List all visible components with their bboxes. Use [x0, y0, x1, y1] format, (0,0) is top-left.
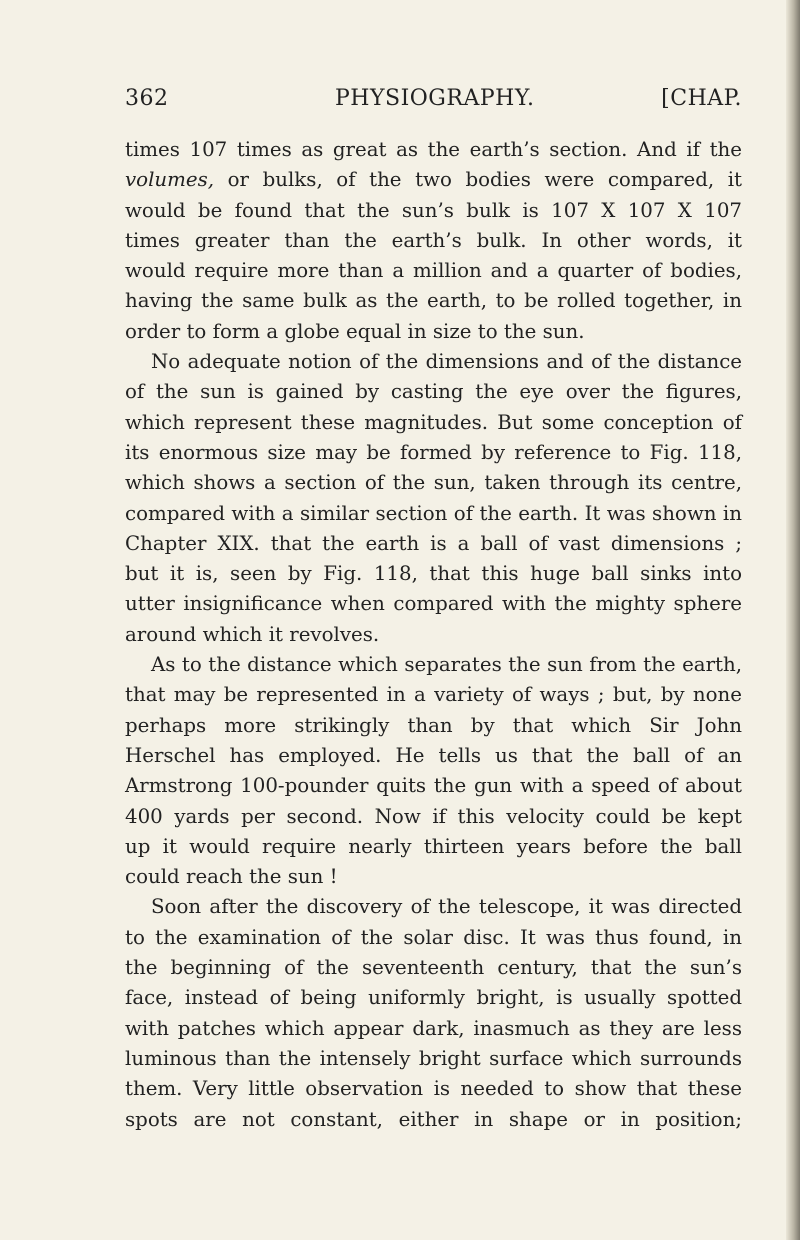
text-line: times greater than the earth’s bulk. In other words, it: [125, 228, 742, 252]
text-line: face, instead of being uniformly bright, is usually spotted: [125, 986, 742, 1010]
text-line: times 107 times as great as the earth’s section. And if the: [125, 138, 742, 161]
text-line: to the examination of the solar disc. It was thus found, in: [125, 925, 742, 949]
running-title: PHYSIOGRAPHY.: [335, 86, 535, 111]
text-line: utter insignificance when compared with the mighty sphere: [125, 592, 742, 616]
text-line: As to the distance which separates the sun from the earth,: [151, 653, 742, 677]
text-segment: or bulks, of the two bodies were compared, it: [214, 168, 742, 192]
text-line: could reach the sun !: [125, 865, 338, 889]
text-line: order to form a globe equal in size to the sun.: [125, 319, 585, 343]
running-header: [125, 86, 742, 116]
text-line: but it is, seen by Fig. 118, that this huge ball sinks into: [125, 562, 742, 586]
text-line: Soon after the discovery of the telescope, it was directed: [151, 895, 742, 919]
text-line: Armstrong 100-pounder quits the gun with a speed of about: [125, 774, 742, 798]
text-line: that may be represented in a variety of ways ; but, by none: [125, 683, 742, 707]
text-line: would be found that the sun’s bulk is 107 X 107 X 107: [125, 198, 742, 222]
text-line: which represent these magnitudes. But some conception of: [125, 410, 742, 434]
text-line: which shows a section of the sun, taken through its centre,: [125, 471, 742, 495]
text-line: Chapter XIX. that the earth is a ball of vast dimensions ;: [125, 531, 742, 555]
page-edge-shadow: [786, 0, 800, 1240]
text-line: perhaps more strikingly than by that which Sir John: [125, 713, 742, 737]
text-line: around which it revolves.: [125, 622, 380, 646]
text-line: Herschel has employed. He tells us that the ball of an: [125, 743, 742, 767]
chapter-label: [CHAP.: [661, 86, 742, 111]
body-text: [125, 135, 742, 1135]
text-line: having the same bulk as the earth, to be rolled together, in: [125, 289, 742, 313]
text-line: up it would require nearly thirteen years before the ball: [125, 834, 742, 858]
text-line: of the sun is gained by casting the eye over the figures,: [125, 380, 742, 404]
text-line: spots are not constant, either in shape or in position;: [125, 1107, 742, 1131]
text-line: 400 yards per second. Now if this velocity could be kept: [125, 804, 742, 828]
page-number: 362: [125, 86, 169, 111]
text-line: them. Very little observation is needed to show that these: [125, 1077, 742, 1101]
italic-term: volumes,: [125, 168, 215, 192]
text-line: its enormous size may be formed by reference to Fig. 118,: [125, 440, 742, 464]
text-line: luminous than the intensely bright surface which surrounds: [125, 1046, 742, 1070]
text-line: the beginning of the seventeenth century, that the sun’s: [125, 956, 742, 980]
text-line: No adequate notion of the dimensions and of the distance: [151, 350, 742, 374]
text-line: with patches which appear dark, inasmuch as they are less: [125, 1016, 742, 1040]
text-line: [125, 165, 742, 195]
text-line: compared with a similar section of the earth. It was shown in: [125, 501, 742, 525]
text-line: would require more than a million and a quarter of bodies,: [125, 259, 742, 283]
